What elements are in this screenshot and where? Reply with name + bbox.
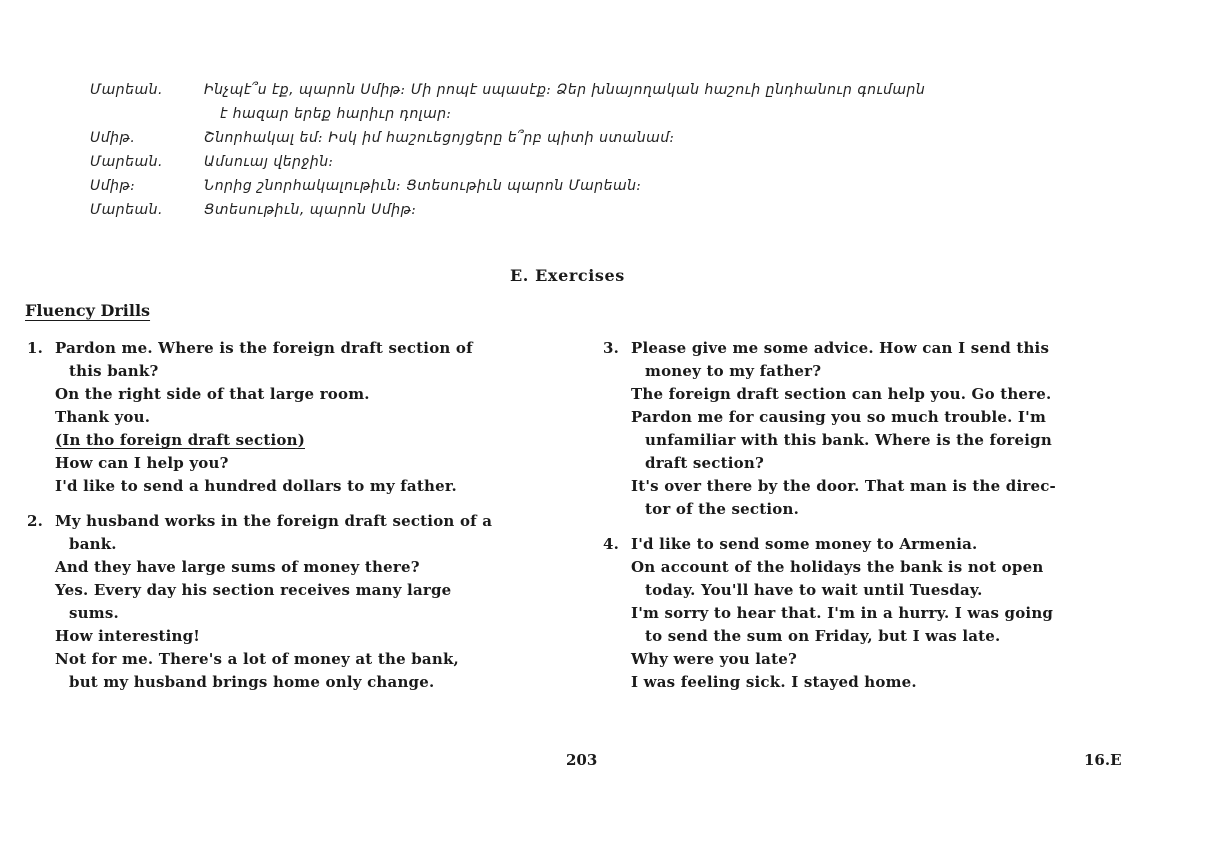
dialogue-line xyxy=(90,106,1150,130)
dialogue-line xyxy=(90,154,1150,178)
exercise-line: Please give me some advice. How can I send this xyxy=(631,339,1050,357)
dialogue-speaker: Մարեան. xyxy=(90,82,163,98)
dialogue-text: Ամսուայ վերջին։ xyxy=(204,154,334,170)
exercise-item xyxy=(603,533,1163,694)
exercise-line: Not for me. There's a lot of money at the bank, xyxy=(55,650,459,668)
exercise-line: I was feeling sick. I stayed home. xyxy=(631,673,917,691)
exercise-line: The foreign draft section can help you. Go there. xyxy=(631,385,1052,403)
exercise-gap xyxy=(27,498,567,510)
dialogue-line xyxy=(90,202,1150,226)
exercise-number: 3. xyxy=(603,339,620,357)
dialogue-text: Նորից շնորհակալութիւն։ Ցտեսութիւն պարոն Մարեան։ xyxy=(204,178,642,194)
exercise-line: On the right side of that large room. xyxy=(55,385,370,403)
exercises-right-column xyxy=(603,337,1163,694)
exercise-line: On account of the holidays the bank is not open xyxy=(631,558,1044,576)
exercise-line: My husband works in the foreign draft section of a xyxy=(55,512,493,530)
dialogue-line xyxy=(90,82,1150,106)
dialogue-text: Ինչպէ՞ս էք, պարոն Սմիթ։ Մի րոպէ սպասէք։ Ձեր խնայողական հաշուի ընդհանուր գումարն xyxy=(204,82,926,98)
exercise-line: How interesting! xyxy=(55,627,201,645)
dialogue-line xyxy=(90,178,1150,202)
dialogue-speaker: Մարեան. xyxy=(90,202,163,218)
drills-title: Fluency Drills xyxy=(25,301,151,320)
exercise-line: this bank? xyxy=(69,362,159,380)
dialogue-text: Շնորհակալ եմ։ Իսկ իմ հաշուեցոյցերը ե՞րբ պիտի ստանամ։ xyxy=(204,130,675,146)
exercise-line: money to my father? xyxy=(645,362,822,380)
page-number: 203 xyxy=(566,751,598,769)
exercise-line: And they have large sums of money there? xyxy=(55,558,420,576)
underlined-cue: (In tho foreign draft section) xyxy=(55,431,305,449)
dialogue-text: Ցտեսութիւն, պարոն Սմիթ։ xyxy=(204,202,417,218)
exercise-line: Pardon me. Where is the foreign draft section of xyxy=(55,339,473,357)
exercise-line: today. You'll have to wait until Tuesday. xyxy=(645,581,983,599)
exercise-item xyxy=(27,337,567,498)
exercise-line: unfamiliar with this bank. Where is the foreign xyxy=(645,431,1052,449)
dialogue-speaker: Մարեան. xyxy=(90,154,163,170)
dialogue-line xyxy=(90,130,1150,154)
exercise-number: 2. xyxy=(27,512,44,530)
exercise-line: sums. xyxy=(69,604,119,622)
exercises-left-column xyxy=(27,337,567,694)
exercise-line: It's over there by the door. That man is the direc- xyxy=(631,477,1056,495)
exercise-line: Yes. Every day his section receives many large xyxy=(55,581,452,599)
exercise-line: Why were you late? xyxy=(631,650,797,668)
exercise-line xyxy=(27,429,567,452)
exercise-line: I'd like to send some money to Armenia. xyxy=(631,535,978,553)
exercise-number: 4. xyxy=(603,535,620,553)
exercise-line: to send the sum on Friday, but I was late. xyxy=(645,627,1001,645)
exercise-item xyxy=(603,337,1163,521)
exercise-gap xyxy=(603,521,1163,533)
exercise-line: tor of the section. xyxy=(645,500,800,518)
dialogue-speaker: Սմիթ։ xyxy=(90,178,136,194)
exercise-line: bank. xyxy=(69,535,117,553)
exercise-line: I'm sorry to hear that. I'm in a hurry. I was going xyxy=(631,604,1054,622)
exercise-line: Pardon me for causing you so much trouble. I'm xyxy=(631,408,1047,426)
dialogue-speaker: Սմիթ. xyxy=(90,130,136,146)
section-heading: E. Exercises xyxy=(510,266,625,285)
exercise-line: draft section? xyxy=(645,454,764,472)
exercise-line: but my husband brings home only change. xyxy=(69,673,435,691)
exercise-line: How can I help you? xyxy=(55,454,229,472)
exercise-number: 1. xyxy=(27,339,44,357)
exercise-line: I'd like to send a hundred dollars to my father. xyxy=(55,477,457,495)
exercise-line: Thank you. xyxy=(55,408,151,426)
exercise-item xyxy=(27,510,567,694)
armenian-dialogue xyxy=(90,82,1150,226)
section-code: 16.E xyxy=(1084,751,1122,769)
dialogue-text: է հազար երեք հարիւր դոլար։ xyxy=(220,106,452,122)
